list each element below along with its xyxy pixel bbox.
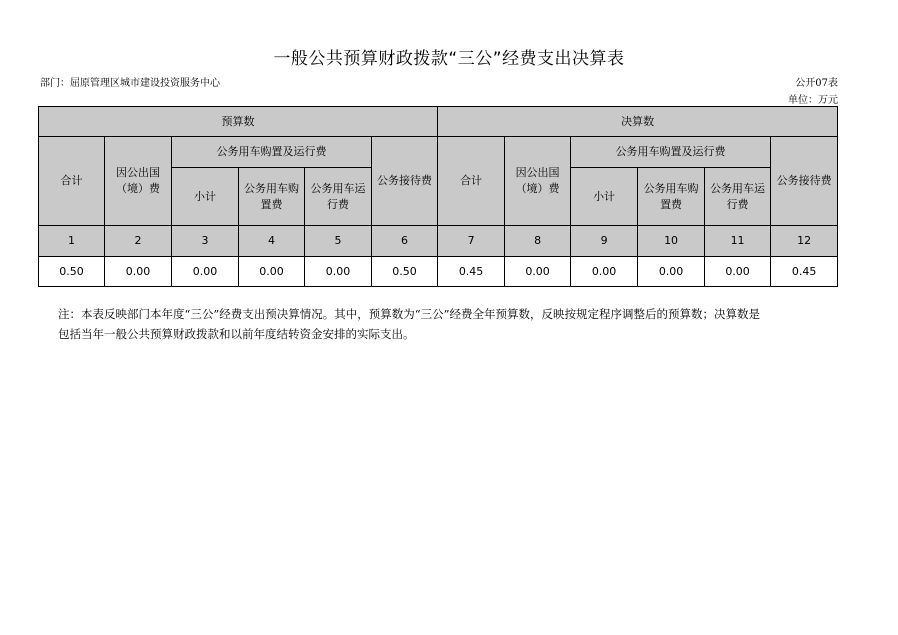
header-vehicle-purchase: 公务用车购 置费 (239, 168, 305, 226)
header-vehicle-operation: 公务用车运 行费 (705, 168, 771, 226)
header-reception: 公务接待费 (771, 137, 838, 226)
department-label: 部门：屈原管理区城市建设投资服务中心 (40, 78, 220, 89)
three-public-expenses-table (38, 106, 838, 287)
index-cell: 3 (172, 226, 239, 257)
header-total: 合计 (438, 137, 505, 226)
value-cell: 0.00 (172, 257, 239, 287)
group-final-header: 决算数 (438, 107, 838, 137)
header-vehicle-group: 公务用车购置及运行费 (172, 137, 372, 168)
header-vehicle-operation: 公务用车运 行费 (305, 168, 372, 226)
footnote-line: 注：本表反映部门本年度“三公”经费支出预决算情况。其中，预算数为“三公”经费全年预算数，反映按规定程序调整后的预算数；决算数是 (58, 307, 761, 321)
value-cell: 0.00 (705, 257, 771, 287)
index-cell: 12 (771, 226, 838, 257)
value-cell: 0.00 (305, 257, 372, 287)
value-cell: 0.00 (638, 257, 705, 287)
value-cell: 0.00 (505, 257, 571, 287)
form-number: 公开07表 (795, 78, 838, 89)
value-cell: 0.00 (239, 257, 305, 287)
value-cell: 0.00 (571, 257, 638, 287)
header-vehicle-purchase: 公务用车购 置费 (638, 168, 705, 226)
header-subtotal: 小计 (571, 168, 638, 226)
value-cell: 0.50 (372, 257, 438, 287)
index-cell: 9 (571, 226, 638, 257)
header-abroad: 因公出国 （境）费 (105, 137, 172, 226)
value-cell: 0.45 (438, 257, 505, 287)
value-cell: 0.50 (39, 257, 105, 287)
group-budget-header: 预算数 (39, 107, 438, 137)
table-row (39, 257, 838, 287)
header-subtotal: 小计 (172, 168, 239, 226)
header-vehicle-group: 公务用车购置及运行费 (571, 137, 771, 168)
unit-label: 单位：万元 (788, 95, 838, 106)
index-cell: 11 (705, 226, 771, 257)
value-cell: 0.00 (105, 257, 172, 287)
index-cell: 2 (105, 226, 172, 257)
header-abroad: 因公出国 （境）费 (505, 137, 571, 226)
index-cell: 6 (372, 226, 438, 257)
footnote-line: 包括当年一般公共预算财政拨款和以前年度结转资金安排的实际支出。 (58, 327, 415, 341)
page-title: 一般公共预算财政拨款“三公”经费支出决算表 (273, 49, 625, 69)
index-cell: 8 (505, 226, 571, 257)
index-cell: 7 (438, 226, 505, 257)
value-cell: 0.45 (771, 257, 838, 287)
index-row (39, 226, 838, 257)
index-cell: 5 (305, 226, 372, 257)
footnote (58, 304, 863, 344)
index-cell: 4 (239, 226, 305, 257)
header-total: 合计 (39, 137, 105, 226)
index-cell: 10 (638, 226, 705, 257)
index-cell: 1 (39, 226, 105, 257)
header-reception: 公务接待费 (372, 137, 438, 226)
